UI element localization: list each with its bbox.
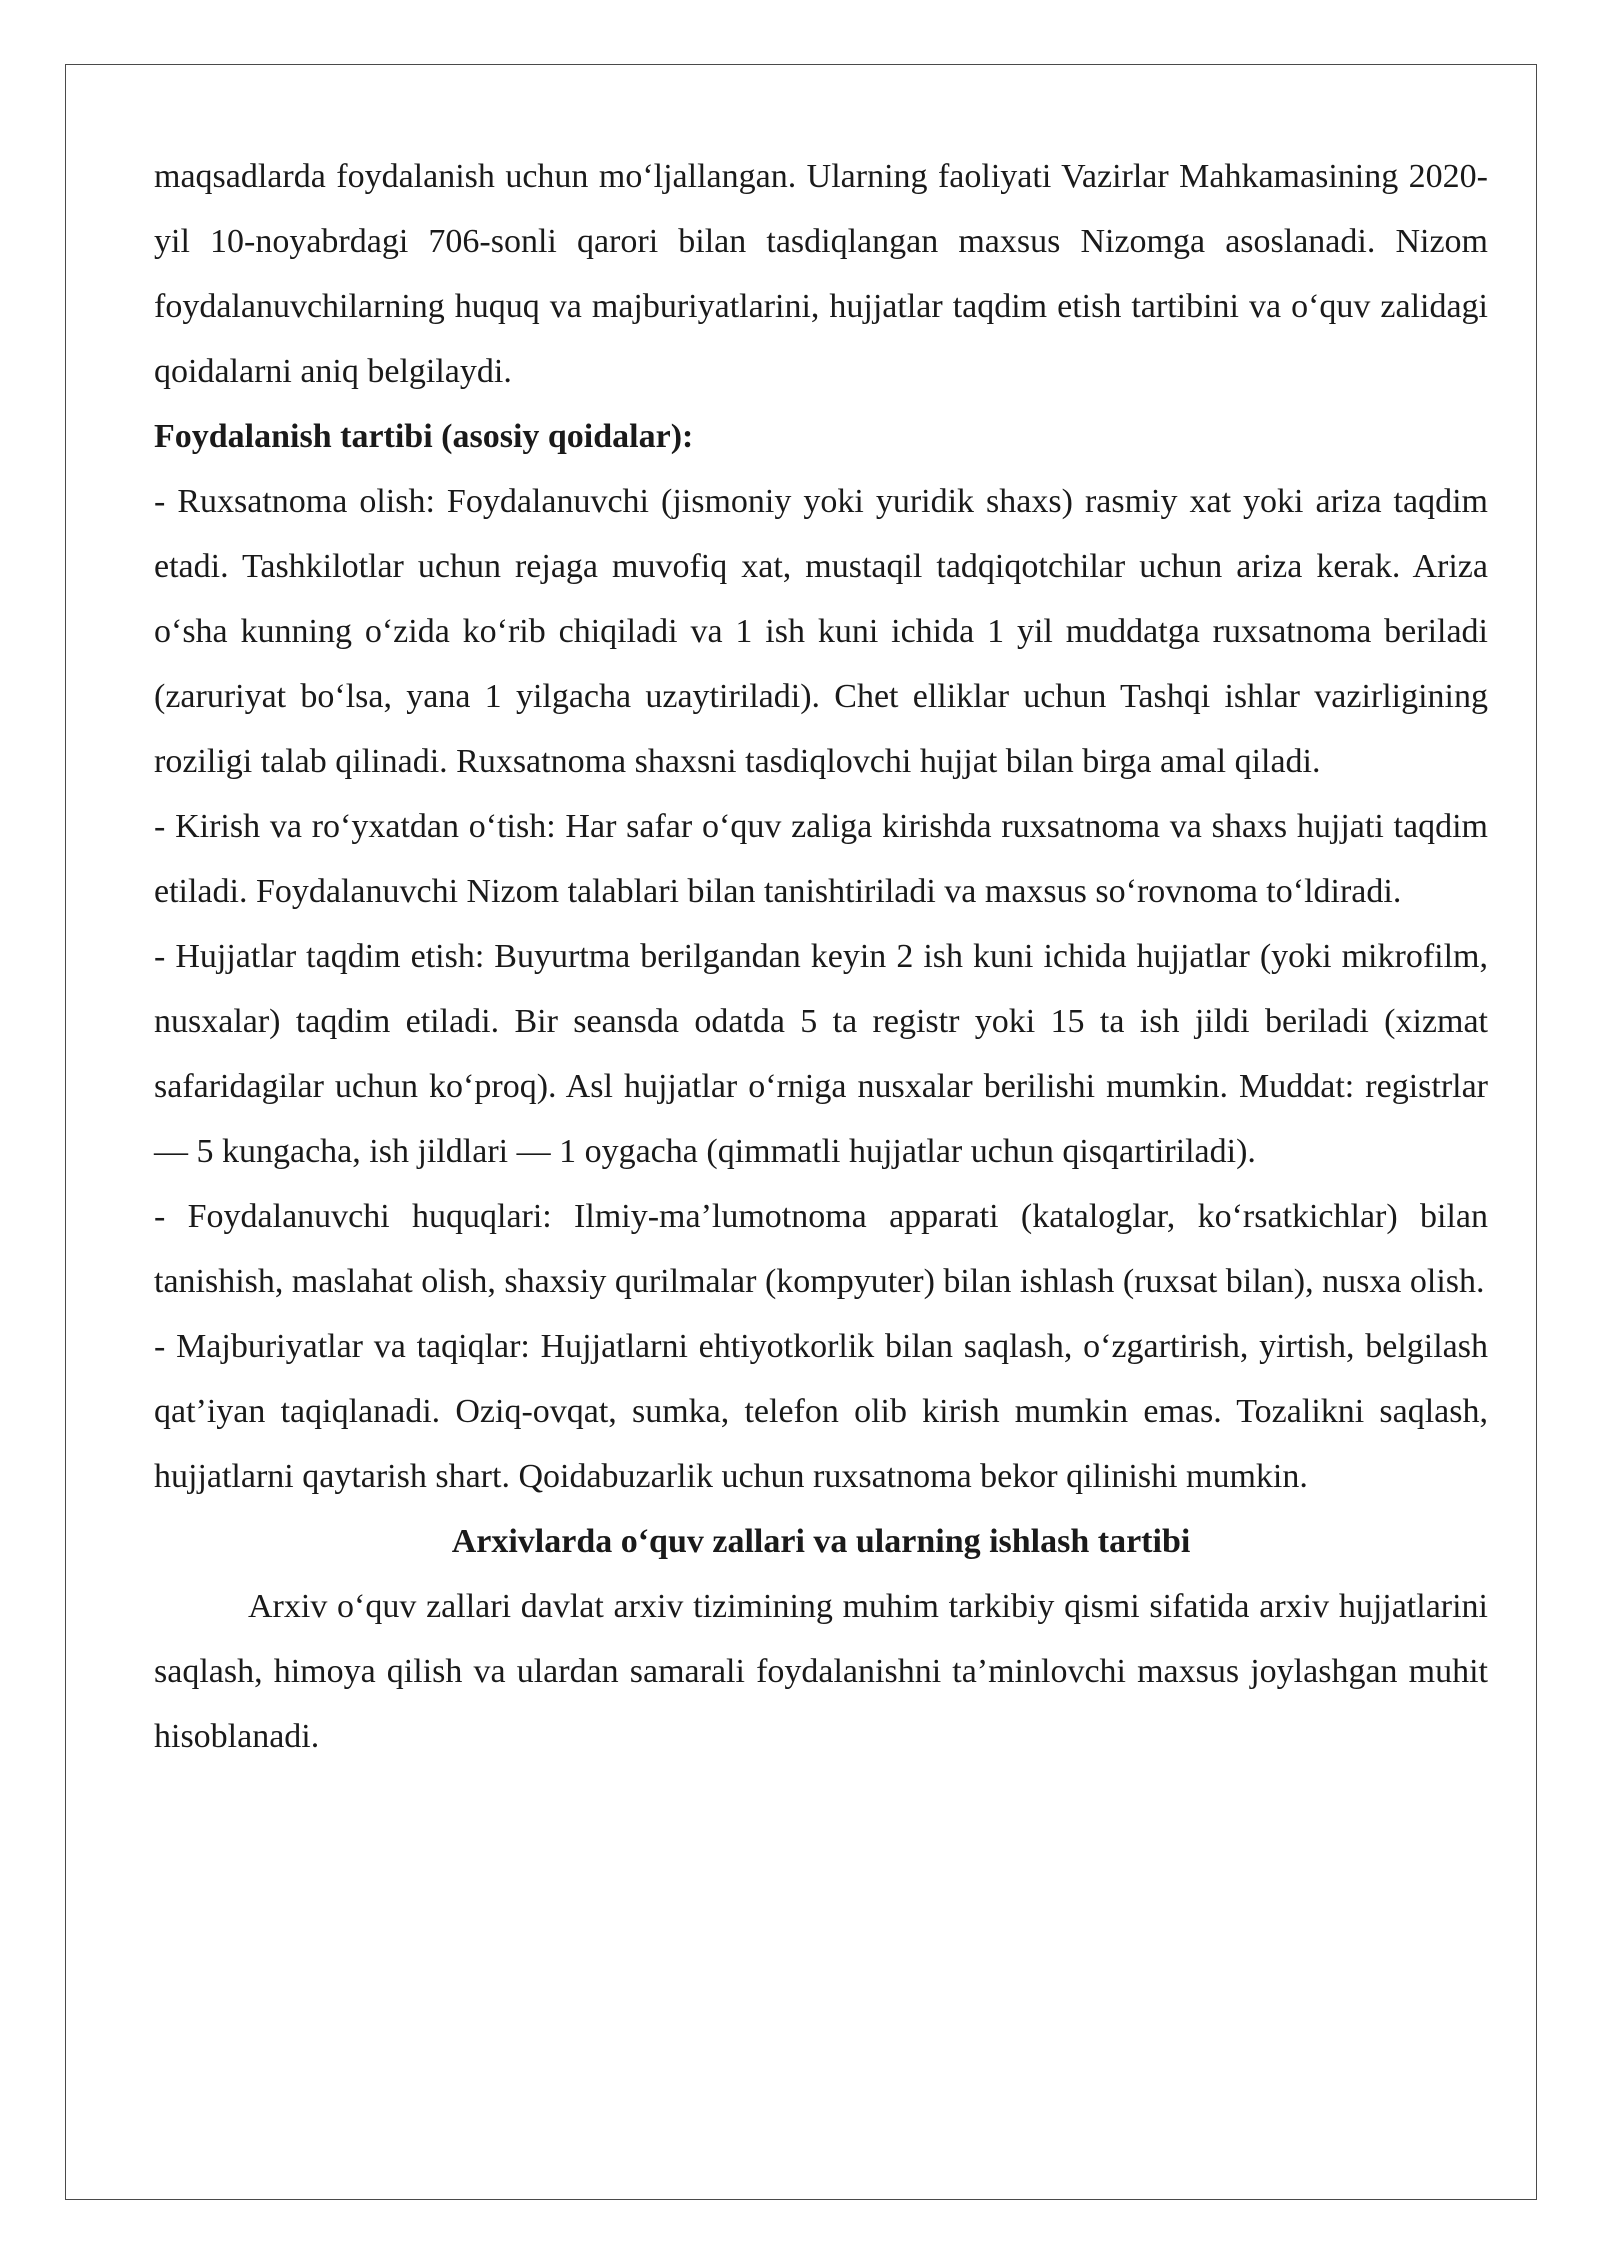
intro-paragraph: maqsadlarda foydalanish uchun mo‘ljallangan. Ularning faoliyati Vazirlar Mahkamasining 2020-yil 10-noyabrdagi 706-sonli qarori bilan tasdiqlangan maxsus Nizomga asoslanadi. Nizom foydalanuvchilarning huquq va majburiyatlarini, hujjatlar taqdim etish tartibini va o‘quv zalidagi qoidalarni aniq belgilaydi. [154, 158, 1488, 390]
rule-user-rights: - Foydalanuvchi huquqlari: Ilmiy-ma’lumotnoma apparati (kataloglar, ko‘rsatkichlar) bilan tanishish, maslahat olish, shaxsiy qurilmalar (kompyuter) bilan ishlash (ruxsat bilan), nusxa olish. [154, 1198, 1488, 1300]
section-paragraph: Arxiv o‘quv zallari davlat arxiv tizimining muhim tarkibiy qismi sifatida arxiv hujjatlarini saqlash, himoya qilish va ulardan samarali foydalanishni ta’minlovchi maxsus joylashgan muhit hisoblanadi. [154, 1588, 1488, 1755]
document-body [154, 144, 1488, 1769]
rules-heading: Foydalanish tartibi (asosiy qoidalar): [154, 418, 694, 455]
section-title: Arxivlarda o‘quv zallari va ularning ishlash tartibi [451, 1523, 1191, 1560]
rule-obligations-prohibitions: - Majburiyatlar va taqiqlar: Hujjatlarni ehtiyotkorlik bilan saqlash, o‘zgartirish, yirtish, belgilash qat’iyan taqiqlanadi. Oziq-ovqat, sumka, telefon olib kirish mumkin emas. Tozalikni saqlash, hujjatlarni qaytarish shart. Qoidabuzarlik uchun ruxsatnoma bekor qilinishi mumkin. [154, 1328, 1488, 1495]
rule-entry-registration: - Kirish va ro‘yxatdan o‘tish: Har safar o‘quv zaliga kirishda ruxsatnoma va shaxs hujjati taqdim etiladi. Foydalanuvchi Nizom talablari bilan tanishtiriladi va maxsus so‘rovnoma to‘ldiradi. [154, 808, 1488, 910]
rule-document-delivery: - Hujjatlar taqdim etish: Buyurtma berilgandan keyin 2 ish kuni ichida hujjatlar (yoki mikrofilm, nusxalar) taqdim etiladi. Bir seansda odatda 5 ta registr yoki 15 ta ish jildi beriladi (xizmat safaridagilar uchun ko‘proq). Asl hujjatlar o‘rniga nusxalar berilishi mumkin. Muddat: registrlar — 5 kungacha, ish jildlari — 1 oygacha (qimmatli hujjatlar uchun qisqartiriladi). [154, 938, 1488, 1170]
rule-permit: - Ruxsatnoma olish: Foydalanuvchi (jismoniy yoki yuridik shaxs) rasmiy xat yoki ariza taqdim etadi. Tashkilotlar uchun rejaga muvofiq xat, mustaqil tadqiqotchilar uchun ariza kerak. Ariza o‘sha kunning o‘zida ko‘rib chiqiladi va 1 ish kuni ichida 1 yil muddatga ruxsatnoma beriladi (zaruriyat bo‘lsa, yana 1 yilgacha uzaytiriladi). Chet elliklar uchun Tashqi ishlar vazirligining roziligi talab qilinadi. Ruxsatnoma shaxsni tasdiqlovchi hujjat bilan birga amal qiladi. [154, 483, 1488, 780]
